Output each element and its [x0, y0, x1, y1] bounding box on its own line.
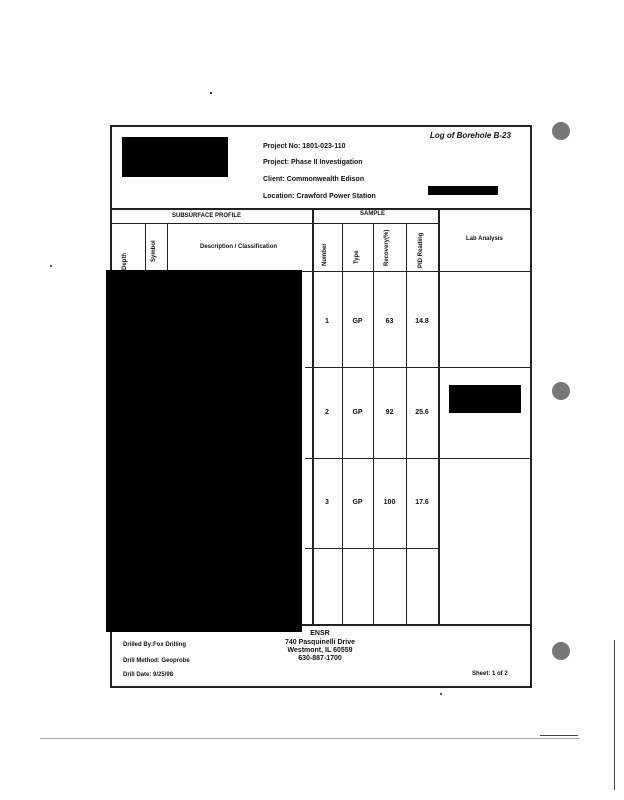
sample-recovery: 92 [385, 409, 394, 416]
sample-number: 1 [325, 318, 329, 325]
row-divider-2 [305, 458, 532, 459]
col-line-type [373, 223, 374, 624]
company-address-line1: 740 Pasquinelli Drive [284, 639, 356, 646]
project-name: Project: Phase II Investigation [263, 159, 363, 166]
col-line-lab [438, 208, 440, 624]
lab-analysis-redaction [449, 385, 521, 413]
scan-edge-line [40, 738, 580, 739]
sheet-number: Sheet: 1 of 2 [472, 671, 508, 677]
punch-hole-bottom [552, 642, 570, 660]
sample-recovery: 100 [383, 499, 396, 506]
symbol-header: Symbol [151, 240, 157, 262]
sample-header: SAMPLE [360, 211, 386, 217]
col-line-symbol [167, 223, 168, 271]
header-redaction [428, 186, 498, 195]
subheader-divider [110, 223, 438, 224]
company-address-line2: Westmont, IL 60559 [287, 647, 353, 654]
sample-pid: 17.6 [415, 499, 429, 506]
scan-speck [50, 265, 52, 267]
drill-date: Drill Date: 9/25/98 [123, 672, 174, 678]
punch-hole-middle [552, 382, 570, 400]
pid-header: PID Reading [418, 232, 424, 268]
drill-method: Drill Method: Geoprobe [123, 658, 190, 664]
sample-type: GP [352, 499, 363, 506]
punch-hole-top [552, 122, 570, 140]
lab-analysis-header: Lab Analysis [466, 236, 503, 242]
location: Location: Crawford Power Station [263, 193, 376, 200]
col-line-recovery [406, 223, 407, 624]
drilled-by: Drilled By:Fox Drilling [123, 642, 187, 648]
sample-number: 3 [325, 499, 329, 506]
scan-edge-line-dark [540, 735, 578, 736]
logo-redaction [122, 137, 228, 177]
company-name: ENSR [310, 630, 330, 637]
row-divider-1 [305, 367, 532, 368]
type-header: Type [354, 250, 360, 264]
profile-redaction [106, 270, 302, 632]
scan-speck [210, 92, 212, 94]
recovery-header: Recovery(%) [384, 229, 390, 266]
col-line-number [342, 223, 343, 624]
scan-speck [440, 693, 442, 695]
company-phone: 630-887-1700 [298, 655, 342, 662]
subsurface-profile-header: SUBSURFACE PROFILE [172, 213, 242, 219]
sample-number: 2 [325, 409, 329, 416]
number-header: Number [322, 243, 328, 266]
col-line-depth [145, 223, 146, 271]
sample-type: GP [352, 409, 363, 416]
depth-header: Depth [122, 253, 128, 270]
header-divider [110, 208, 532, 210]
sample-type: GP [352, 318, 363, 325]
project-number: Project No: 1801-023-110 [263, 143, 346, 150]
description-header: Description / Classification [200, 244, 278, 250]
scan-edge-vertical [614, 640, 615, 790]
log-title: Log of Borehole B-23 [430, 131, 511, 140]
sample-pid: 25.6 [415, 409, 429, 416]
col-line-sample [312, 208, 314, 624]
sample-pid: 14.8 [415, 318, 429, 325]
client-name: Client: Commonwealth Edison [263, 176, 365, 183]
sample-recovery: 63 [385, 318, 394, 325]
row-divider-3 [305, 548, 438, 549]
